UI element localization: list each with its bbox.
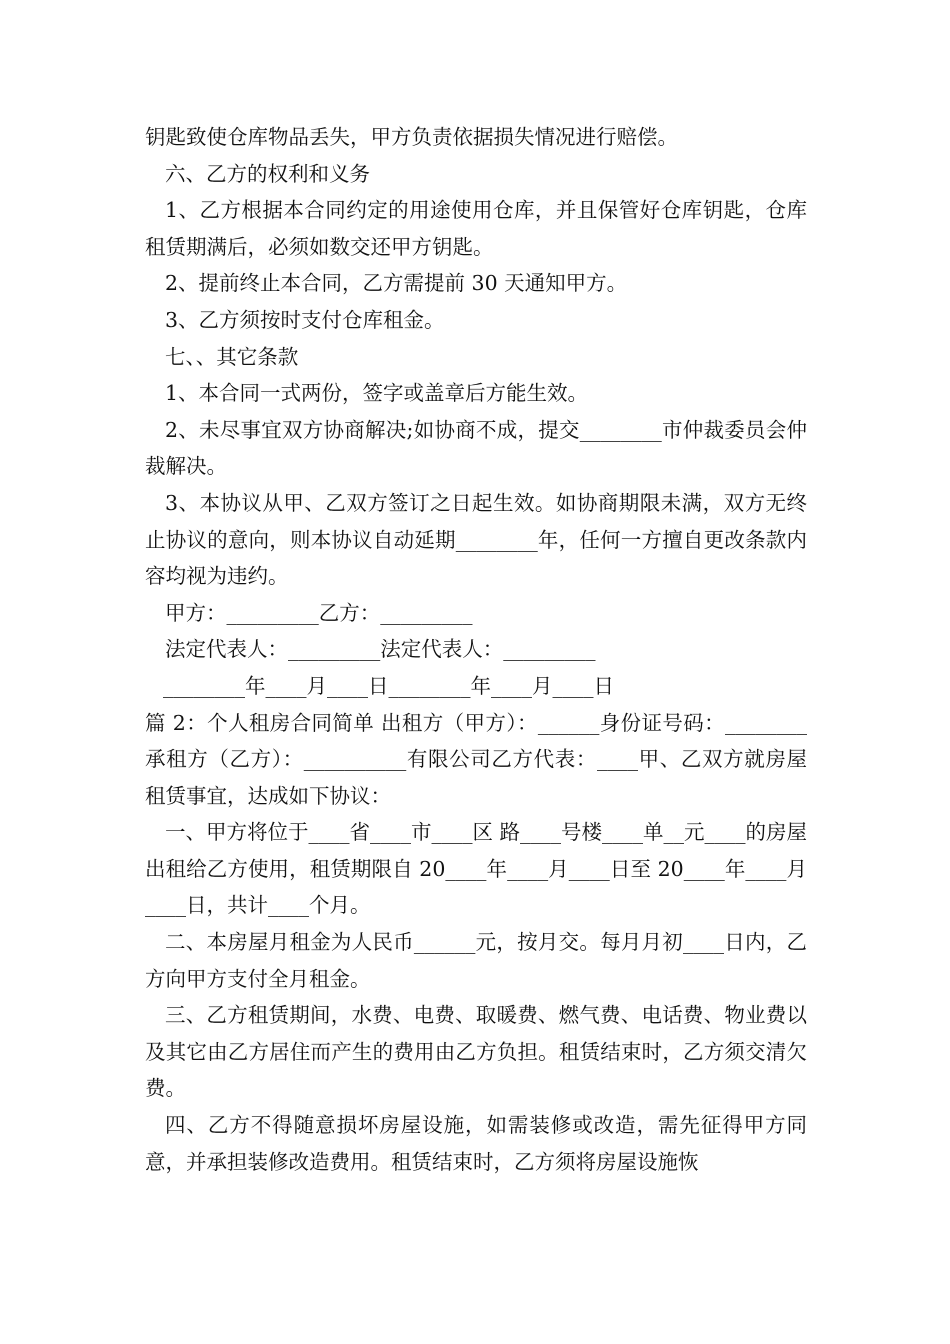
rental-clause-4: 四、乙方不得随意损坏房屋设施，如需装修或改造，需先征得甲方同意，并承担装修改造费用。租赁结束时，乙方须将房屋设施恢	[145, 1113, 807, 1174]
document-body	[145, 119, 807, 1180]
section-heading-party-b-rights: 六、乙方的权利和义务	[165, 161, 370, 186]
signature-representatives-line: 法定代表人：_________法定代表人：_________	[165, 637, 596, 662]
rental-clause-3: 三、乙方租赁期间，水费、电费、取暖费、燃气费、电话费、物业费以及其它由乙方居住而产生的费用由乙方负担。租赁结束时，乙方须交清欠费。	[145, 1003, 807, 1101]
clause-b-1: 1、乙方根据本合同约定的用途使用仓库，并且保管好仓库钥匙，仓库租赁期满后，必须如数交还甲方钥匙。	[145, 198, 807, 259]
other-clause-2: 2、未尽事宜双方协商解决;如协商不成，提交________市仲裁委员会仲裁解决。	[145, 417, 807, 479]
clause-b-2: 2、提前终止本合同，乙方需提前 30 天通知甲方。	[165, 271, 628, 296]
signature-parties-line: 甲方：_________乙方：_________	[165, 600, 473, 625]
rental-clause-2: 二、本房屋月租金为人民币______元，按月交。每月月初____日内，乙方向甲方支付全月租金。	[145, 930, 807, 991]
contract-2-header: 篇 2：个人租房合同简单 出租方（甲方）：______身份证号码：________承租方（乙方）：__________有限公司乙方代表：____甲、乙双方就房屋租赁事宜，达成如下协议：	[145, 710, 807, 808]
signature-date-line: ________年____月____日________年____月____日	[163, 673, 614, 698]
rental-clause-1: 一、甲方将位于____省____市____区 路____号楼____单__元____的房屋出租给乙方使用，租赁期限自 20____年____月____日至 20____年____月____日，共计____个月。	[145, 820, 808, 918]
paragraph-loss-compensation: 钥匙致使仓库物品丢失，甲方负责依据损失情况进行赔偿。	[145, 125, 678, 149]
other-clause-3: 3、本协议从甲、乙双方签订之日起生效。如协商期限未满，双方无终止协议的意向，则本协议自动延期________年，任何一方擅自更改条款内容均视为违约。	[145, 490, 807, 589]
other-clause-1: 1、本合同一式两份，签字或盖章后方能生效。	[165, 381, 589, 406]
section-heading-other-terms: 七、、其它条款	[165, 344, 299, 369]
clause-b-3: 3、乙方须按时支付仓库租金。	[165, 307, 445, 332]
